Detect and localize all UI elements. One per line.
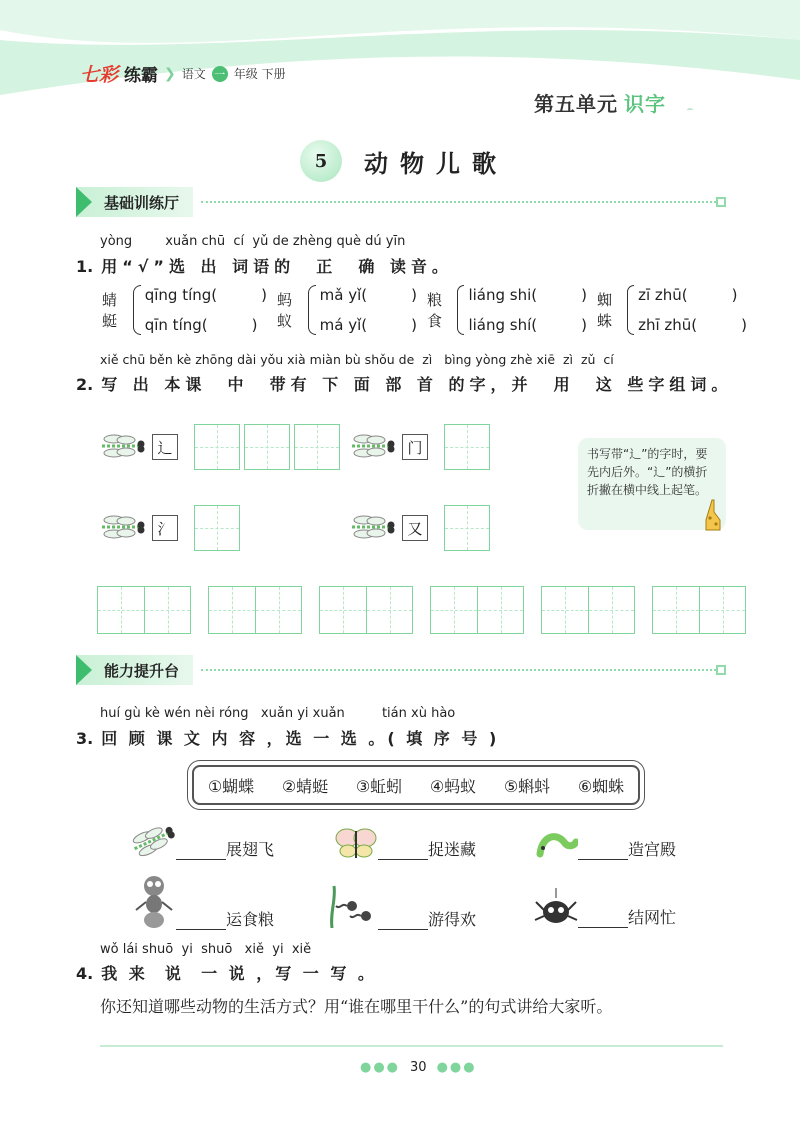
animal-answer xyxy=(534,888,676,928)
butterfly-icon xyxy=(334,826,378,860)
pinyin-option[interactable]: zhī zhū( ) xyxy=(638,316,747,334)
writing-cell[interactable] xyxy=(194,424,240,470)
radical-row xyxy=(350,424,490,470)
section-title: 基础训练厅 xyxy=(76,187,193,217)
phrase: 结网忙 xyxy=(628,908,677,927)
page-number: 30 xyxy=(410,1060,427,1075)
grade-label: 年级 下册 xyxy=(233,67,286,81)
brand-name: 练霸 xyxy=(124,66,159,86)
radical-row xyxy=(350,505,490,551)
word-grid-row xyxy=(97,586,746,634)
radical-row xyxy=(100,505,240,551)
q4-body: 你还知道哪些动物的生活方式？用“谁在哪里干什么”的句式讲给大家听。 xyxy=(100,997,613,1016)
dragonfly-icon xyxy=(132,826,176,860)
footer-divider xyxy=(100,1045,723,1047)
word-grid[interactable] xyxy=(208,586,302,634)
writing-cell[interactable] xyxy=(444,505,490,551)
q3-options-box xyxy=(192,765,640,805)
writing-cell[interactable] xyxy=(194,505,240,551)
unit-prefix: 第五单元 xyxy=(534,92,618,116)
animal-answer xyxy=(132,826,274,860)
spider-icon xyxy=(534,888,578,928)
option-item: ②蜻蜓 xyxy=(281,776,329,796)
q1-choices xyxy=(102,285,747,335)
writing-cell[interactable] xyxy=(444,424,490,470)
lesson-number: 5 xyxy=(300,140,342,182)
option-item: ①蝴蝶 xyxy=(207,776,255,796)
dragonfly-icon xyxy=(100,432,146,462)
answer-blank[interactable] xyxy=(176,859,226,860)
pinyin-option[interactable]: liáng shi( ) xyxy=(468,286,587,304)
q1-pinyin: yòng xuǎn chū cí yǔ de zhèng què dú yīn xyxy=(100,234,406,249)
word-grid[interactable] xyxy=(319,586,413,634)
pinyin-option[interactable]: mǎ yǐ( ) xyxy=(319,286,417,304)
unit-title xyxy=(534,88,666,117)
q1-prompt: 1. 用“√”选 出 词语的 正 确 读音。 xyxy=(76,257,453,276)
option-item: ⑥蜘蛛 xyxy=(577,776,625,796)
chevron-right-icon: ❯ xyxy=(164,65,176,82)
word-grid[interactable] xyxy=(652,586,746,634)
section-title: 能力提升台 xyxy=(76,655,193,685)
brand-header xyxy=(80,60,286,87)
q3-prompt: 3. 回 顾 课 文 内 容 ，选 一 选 。( 填 序 号 ) xyxy=(76,729,500,748)
section-header-basic xyxy=(76,187,726,217)
answer-blank[interactable] xyxy=(578,927,628,928)
section-header-ability xyxy=(76,655,726,685)
radical-box: 又 xyxy=(402,515,428,541)
radical-row xyxy=(100,424,340,470)
radical-box: 辶 xyxy=(152,434,178,460)
phrase: 捉迷藏 xyxy=(428,840,477,859)
animal-answer xyxy=(534,826,676,860)
earthworm-icon xyxy=(534,826,578,860)
animal-answer xyxy=(334,826,476,860)
word-grid[interactable] xyxy=(541,586,635,634)
unit-name: 识字 xyxy=(624,92,666,116)
page-title: 动物儿歌 xyxy=(364,149,508,178)
option-item: ③蚯蚓 xyxy=(355,776,403,796)
answer-blank[interactable] xyxy=(176,929,226,930)
page-number-row: ●●● 30 ●●● xyxy=(360,1060,477,1075)
brand-logo: 七彩 xyxy=(80,64,119,86)
phrase: 游得欢 xyxy=(428,910,477,929)
q4-prompt: 4. 我 来 说 一 说 ，写 一 写 。 xyxy=(76,964,377,983)
tip-text: 书写带“辶”的字时，要先内后外。“辶”的横折折撇在横中线上起笔。 xyxy=(587,447,708,497)
radical-box: 氵 xyxy=(152,515,178,541)
radical-box: 门 xyxy=(402,434,428,460)
header-wave-decoration xyxy=(0,0,800,110)
option-item: ④蚂蚁 xyxy=(429,776,477,796)
pinyin-option[interactable]: zī zhū( ) xyxy=(638,286,738,304)
dragonfly-icon xyxy=(350,432,396,462)
lesson-header xyxy=(300,140,508,182)
subject-label: 语文 xyxy=(181,67,206,81)
phrase: 运食粮 xyxy=(226,910,275,929)
dragonfly-icon xyxy=(350,513,396,543)
answer-blank[interactable] xyxy=(378,859,428,860)
answer-blank[interactable] xyxy=(378,929,428,930)
tadpole-icon xyxy=(326,882,378,930)
phrase: 造宫殿 xyxy=(628,840,677,859)
writing-cell[interactable] xyxy=(294,424,340,470)
ant-icon xyxy=(132,872,176,930)
pinyin-option[interactable]: qīng tíng( ) xyxy=(144,286,267,304)
dragonfly-icon xyxy=(100,513,146,543)
choice-item: 蚂蚁 mǎ yǐ( ) má yǐ( ) xyxy=(277,286,417,334)
animal-answer xyxy=(132,872,274,930)
q3-pinyin: huí gù kè wén nèi róng xuǎn yi xuǎn tián xù hào xyxy=(100,706,456,721)
choice-item: 蜻蜓 qīng tíng( ) qīn tíng( ) xyxy=(102,286,267,334)
word-grid[interactable] xyxy=(97,586,191,634)
pinyin-option[interactable]: qīn tíng( ) xyxy=(144,316,258,334)
writing-cell[interactable] xyxy=(244,424,290,470)
giraffe-icon xyxy=(700,498,726,532)
word-grid[interactable] xyxy=(430,586,524,634)
choice-item: 蜘蛛 zī zhū( ) zhī zhū( ) xyxy=(597,286,747,334)
pinyin-option[interactable]: liáng shí( ) xyxy=(468,316,587,334)
phrase: 展翅飞 xyxy=(226,840,275,859)
grade-badge: 一 xyxy=(212,66,228,82)
animal-answer xyxy=(326,882,476,930)
choice-item: 粮食 liáng shi( ) liáng shí( ) xyxy=(427,286,587,334)
q2-prompt: 2. 写 出 本课 中 带有 下 面 部 首 的字，并 用 这 些字组词。 xyxy=(76,375,733,394)
answer-blank[interactable] xyxy=(578,859,628,860)
q2-pinyin: xiě chū běn kè zhōng dài yǒu xià miàn bù shǒu de zì bìng yòng zhè xiē zì zǔ cí xyxy=(100,352,614,367)
q4-pinyin: wǒ lái shuō yi shuō xiě yi xiě xyxy=(100,942,312,957)
pinyin-option[interactable]: má yǐ( ) xyxy=(319,316,417,334)
check-mark-icon: √ xyxy=(137,257,154,276)
option-item: ⑤蝌蚪 xyxy=(503,776,551,796)
